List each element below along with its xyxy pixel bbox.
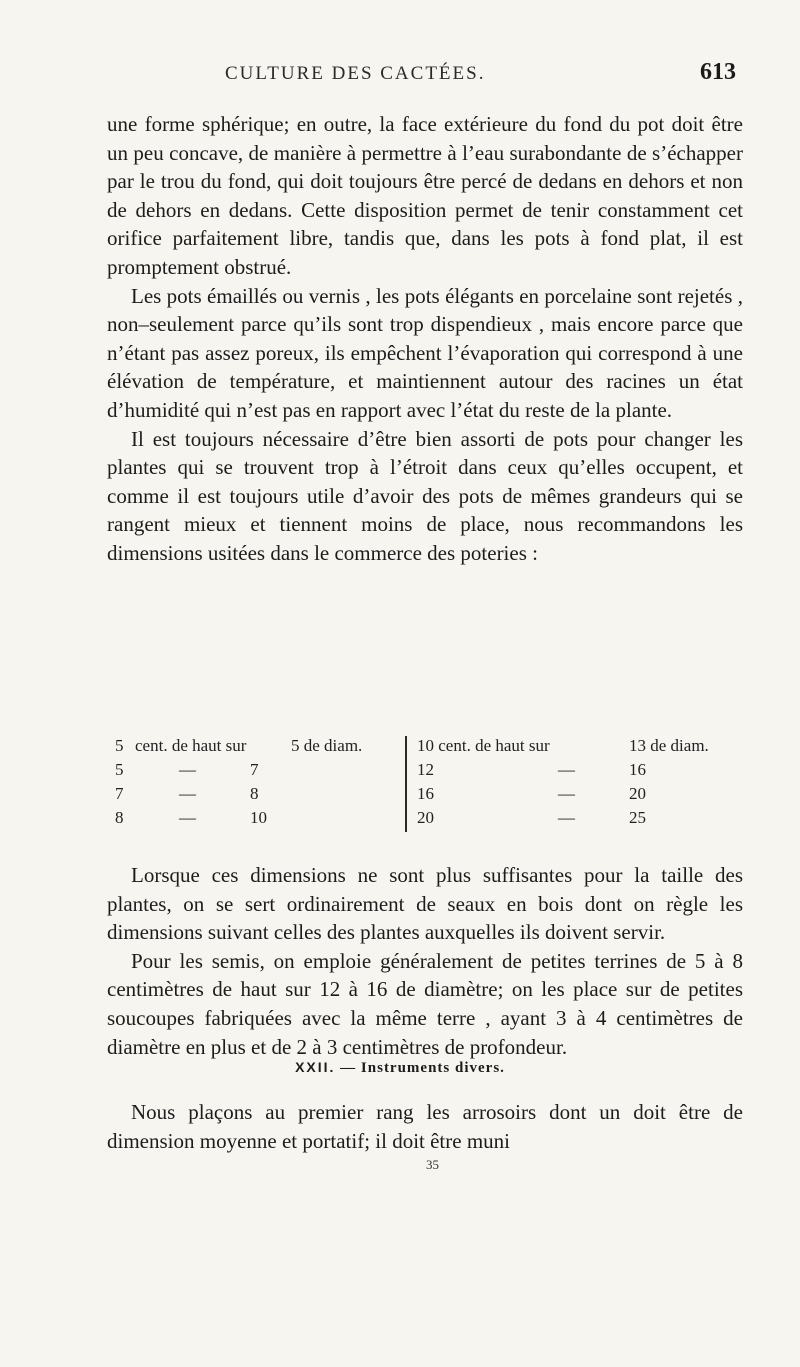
dash-cell: — [179,784,196,803]
section-text [107,1098,743,1155]
table-row [411,758,755,782]
dash-cell: — [179,808,196,827]
paragraph: Pour les semis, on emploie généralement de petites terrines de 5 à 8 centimètres de haut sur 12 à 16 de diamètre; on les place sur de petites soucoupes fabriquées avec la même terre , ayant 3 à 4 centimètres de diamètre en plus et de 2 à 3 centimètres de profondeur. [107,948,743,1059]
paragraph: Il est toujours nécessaire d’être bien assorti de pots pour changer les plantes qui se trouvent trop à l’étroit dans ceux qu’elles occupent, et comme il est toujours utile d’avoir des pots de mêmes grandeurs qui se rangent mieux et tiennent moins de place, nous recommandons les dimensions usitées dans le commerce des poteries : [107,426,743,565]
diam-cell: 13 de diam. [629,736,709,755]
diam-cell: 8 [250,784,259,803]
page-number: 613 [700,59,736,85]
height-cell: 5 [115,736,124,755]
diam-cell: 10 [250,808,267,827]
table-row [115,734,405,758]
running-head [0,57,800,89]
table-row [115,758,405,782]
paragraph: Lorsque ces dimensions ne sont plus suffisantes pour la taille des plantes, on se sert ordinairement de seaux en bois dont on règle les dimensions suivant celles des plantes auxquelles ils doivent servir. [107,863,743,945]
diam-cell: 16 [629,760,646,779]
table-row [115,782,405,806]
height-cell: 7 [115,784,124,803]
paragraph: Les pots émaillés ou vernis , les pots élégants en porcelaine sont rejetés , non–seulement parce qu’ils sont trop dispendieux , mais encore parce que n’étant pas assez poreux, ils empêchent l’évaporation qui correspond à une élévation de température, et maintiennent autour des racines un état d’humidité qui n’est pas en rapport avec l’état du reste de la plante. [107,283,743,422]
diam-cell: 20 [629,784,646,803]
paragraph: une forme sphérique; en outre, la face extérieure du fond du pot doit être un peu concave, de manière à permettre à l’eau surabondante de s’échapper par le trou du fond, qui doit toujours être percé de dedans en dehors et non de dehors en dedans. Cette disposition permet de tenir constamment cet orifice parfaitement libre, tandis que, dans les pots à fond plat, il est promptement obstrué. [107,112,743,279]
height-cell: 12 [417,760,434,779]
unit-label: cent. de haut sur [135,736,247,755]
signature-mark: 35 [426,1157,439,1172]
table-divider [405,736,407,832]
table-row [115,806,405,830]
section-number: XXII. [295,1059,336,1075]
height-cell: 20 [417,808,434,827]
table-row [411,782,755,806]
table-row [411,734,755,758]
dimensions-column-left [115,734,405,830]
dash-cell: — [558,784,575,803]
paragraph: Nous plaçons au premier rang les arrosoirs dont un doit être de dimension moyenne et portatif; il doit être muni [107,1100,743,1153]
dimensions-column-right [411,734,755,830]
height-cell: 16 [417,784,434,803]
dash-cell: — [558,760,575,779]
diam-cell: 5 de diam. [291,736,363,755]
section-title: — Instruments divers. [340,1060,505,1076]
main-text [107,110,743,568]
table-row [411,806,755,830]
lower-text [107,861,743,1061]
height-cell: 5 [115,760,124,779]
height-cell: 8 [115,808,124,827]
section-heading [0,1059,800,1077]
diam-cell: 7 [250,760,259,779]
dash-cell: — [179,760,196,779]
running-title: CULTURE DES CACTÉES. [225,63,486,84]
pot-dimensions-table [115,734,755,854]
diam-cell: 25 [629,808,646,827]
dash-cell: — [558,808,575,827]
unit-label: 10 cent. de haut sur [417,736,550,755]
